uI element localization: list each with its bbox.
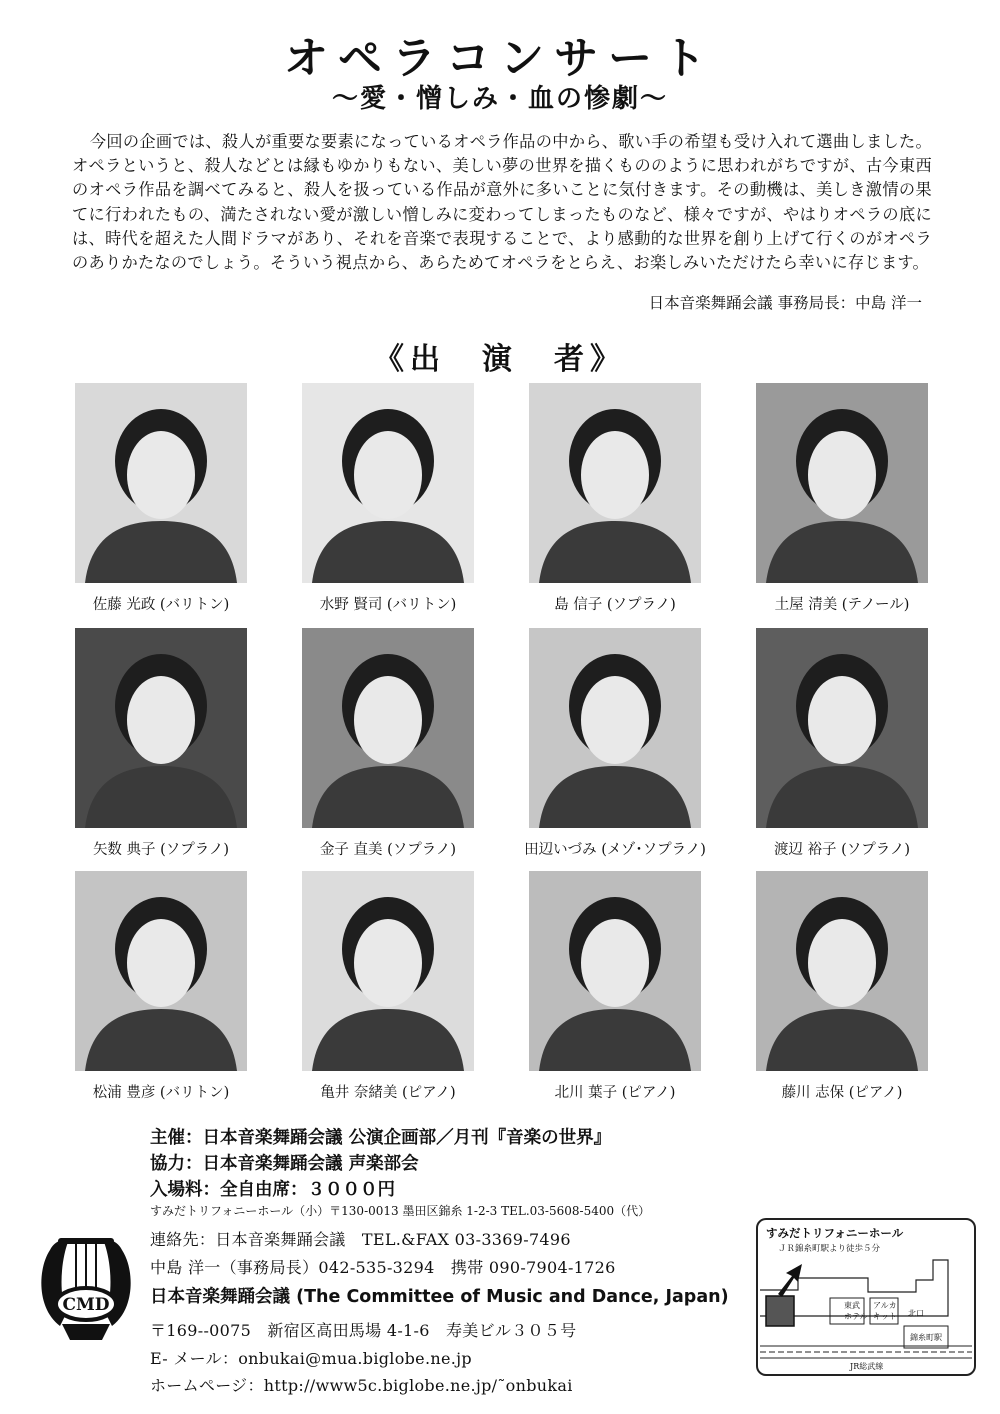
- map-label-north-exit: 北口: [908, 1309, 924, 1318]
- contact-email: E- メール：onbukai@mua.biglobe.ne.jp: [150, 1349, 472, 1368]
- performer-photo: [529, 871, 701, 1071]
- performer-caption: 島 信子 (ソプラノ): [554, 597, 676, 613]
- map-label-tobu: 東武 ホテル: [844, 1301, 868, 1321]
- performer-photo: [756, 871, 928, 1071]
- performer-caption: 佐藤 光政 (バリトン): [92, 597, 230, 613]
- performer-caption: 土屋 清美 (テノール): [774, 597, 910, 613]
- organization-name: 日本音楽舞踊会議 (The Committee of Music and Dance, Japan): [150, 1287, 729, 1307]
- performer-caption: 金子 直美 (ソプラノ): [319, 842, 457, 858]
- performer-photo: [529, 628, 701, 828]
- map-label-station: 錦糸町駅: [910, 1333, 942, 1342]
- performer-caption: 矢数 典子 (ソプラノ): [92, 842, 230, 858]
- map-label-railway: JR総武線: [850, 1362, 884, 1371]
- map-venue-block: [766, 1296, 794, 1326]
- performer-caption: 藤川 志保 (ピアノ): [781, 1085, 903, 1101]
- performer-caption: 水野 賢司 (バリトン): [319, 597, 457, 613]
- contact-director: 中島 洋一（事務局長）042-535-3294 携帯 090-7904-1726: [150, 1258, 616, 1277]
- performer-photo: [302, 628, 474, 828]
- contact-address: 〒169--0075 新宿区高田馬場 4-1-6 寿美ビル３０５号: [150, 1321, 577, 1340]
- performer-photo: [529, 383, 701, 583]
- performer-caption: 渡辺 裕子 (ソプラノ): [773, 842, 911, 858]
- cast-heading: 《出 演 者》: [374, 342, 626, 377]
- contact-phone: 連絡先：日本音楽舞踊会議 TEL.&FAX 03-3369-7496: [150, 1230, 571, 1249]
- page-subtitle: 〜愛・憎しみ・血の惨劇〜: [331, 84, 668, 114]
- cooperation-line: 協力：日本音楽舞踊会議 声楽部会: [150, 1154, 419, 1174]
- contact-homepage: ホームページ：http://www5c.biglobe.ne.jp/˜onbukai: [150, 1376, 573, 1395]
- performer-photo: [302, 871, 474, 1071]
- intro-signature: 日本音楽舞踊会議 事務局長：中島 洋一: [648, 294, 922, 312]
- admission-line: 入場料：全自由席：３０００円: [150, 1180, 395, 1200]
- performer-photo: [75, 871, 247, 1071]
- performer-photo: [75, 628, 247, 828]
- performer-photo: [75, 383, 247, 583]
- cmd-logo: [32, 1228, 140, 1348]
- venue-line: すみだトリフォニーホール（小）〒130-0013 墨田区錦糸 1-2-3 TEL.03-5608-5400（代）: [150, 1204, 651, 1218]
- map-drawing: [758, 1220, 974, 1374]
- performer-caption: 亀井 奈緒美 (ピアノ): [320, 1085, 456, 1101]
- map-subtitle: ＪＲ錦糸町駅より徒歩５分: [778, 1244, 881, 1254]
- performer-caption: 田辺いづみ (メゾ･ソプラノ): [524, 842, 706, 858]
- access-map: [756, 1218, 976, 1376]
- map-label-arcakit: アルカ キット: [873, 1301, 897, 1321]
- performer-caption: 松浦 豊彦 (バリトン): [92, 1085, 230, 1101]
- map-title: すみだトリフォニーホール: [766, 1226, 904, 1240]
- performer-caption: 北川 葉子 (ピアノ): [554, 1085, 676, 1101]
- sponsor-line: 主催：日本音楽舞踊会議 公演企画部／月刊『音楽の世界』: [150, 1128, 612, 1148]
- intro-paragraph: 今回の企画では、殺人が重要な要素になっているオペラ作品の中から、歌い手の希望も受け入れて選曲しました。オペラというと、殺人などとは縁もゆかりもない、美しい夢の世界を描くもののように思われがちですが、古今東西のオペラ作品を調べてみると、殺人を扱っている作品が意外に多いことに気付きます。その動機は、美しき激情の果てに行われたもの、満たされない愛が激しい憎しみに変わってしまったものなど、様々ですが、やはりオペラの底には、時代を超えた人間ドラマがあり、それを音楽で表現することで、より感動的な世界を創り上げて行くのがオペラのありかたなのでしょう。そういう視点から、あらためてオペラをとらえ、お楽しみいただけたら幸いに存じます。: [72, 132, 932, 273]
- cmd-logo-text: CMD: [62, 1295, 110, 1315]
- performer-photo: [756, 628, 928, 828]
- performer-photo: [756, 383, 928, 583]
- performer-photo: [302, 383, 474, 583]
- page-title: オペラコンサート: [284, 33, 716, 84]
